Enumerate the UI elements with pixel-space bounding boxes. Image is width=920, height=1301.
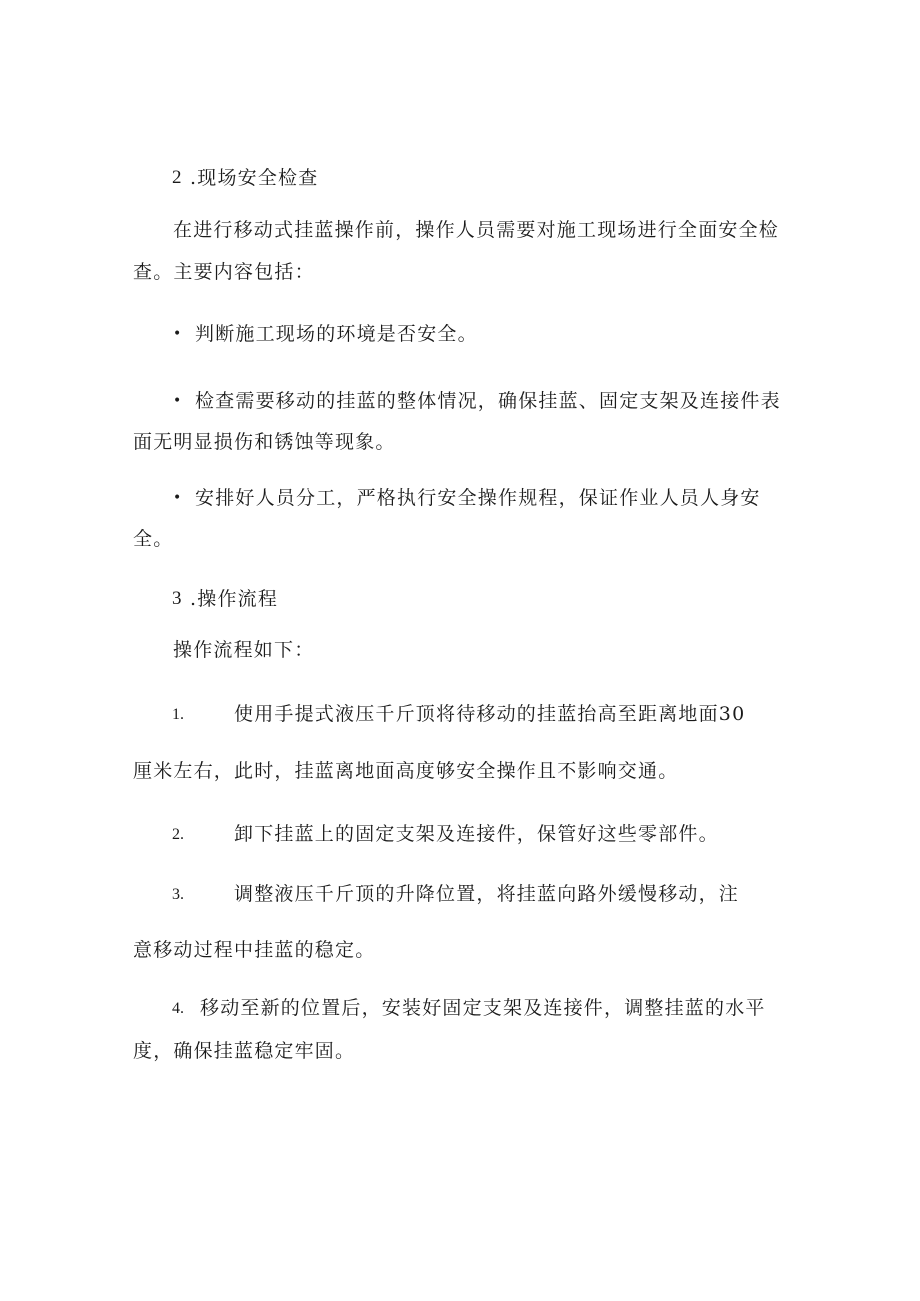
section-3-intro: 操作流程如下： [173, 639, 315, 661]
bullet-marker: • [173, 326, 182, 342]
step-4-number: 4. [172, 1000, 184, 1017]
bullet-marker: • [173, 490, 182, 506]
step-2-line-1: 卸下挂蓝上的固定支架及连接件，保管好这些零部件。 [234, 823, 719, 845]
section-3-number: 3 [172, 588, 182, 609]
step-3-line-1: 调整液压千斤顶的升降位置，将挂蓝向路外缓慢移动，注 [234, 883, 740, 905]
step-1-line-1: 使用手提式液压千斤顶将待移动的挂蓝抬高至距离地面30 [234, 703, 746, 725]
bullet-1-line-1: 判断施工现场的环境是否安全。 [195, 323, 478, 345]
section-2-number: 2 [172, 167, 182, 188]
bullet-2-line-2: 面无明显损伤和锈蚀等现象。 [133, 431, 396, 453]
step-1-number: 1. [172, 706, 184, 723]
section-2-intro-line-1: 在进行移动式挂蓝操作前，操作人员需要对施工现场进行全面安全检 [173, 219, 780, 241]
bullet-2-line-1: 检查需要移动的挂蓝的整体情况，确保挂蓝、固定支架及连接件表 [195, 390, 781, 412]
step-4-line-2: 度，确保挂蓝稳定牢固。 [133, 1040, 356, 1062]
step-3-number: 3. [172, 886, 184, 903]
section-3-title: .操作流程 [190, 588, 279, 610]
step-2-number: 2. [172, 826, 184, 843]
step-3-line-2: 意移动过程中挂蓝的稳定。 [133, 939, 376, 961]
section-2-intro-line-2: 查。主要内容包括： [133, 261, 315, 283]
bullet-3-line-1: 安排好人员分工，严格执行安全操作规程，保证作业人员人身安 [195, 487, 761, 509]
bullet-marker: • [173, 393, 182, 409]
bullet-3-line-2: 全。 [133, 528, 174, 550]
step-4-line-1: 移动至新的位置后，安装好固定支架及连接件，调整挂蓝的水平 [200, 997, 766, 1019]
section-2-title: .现场安全检查 [190, 167, 319, 189]
step-1-line-2: 厘米左右，此时，挂蓝离地面高度够安全操作且不影响交通。 [133, 760, 679, 782]
